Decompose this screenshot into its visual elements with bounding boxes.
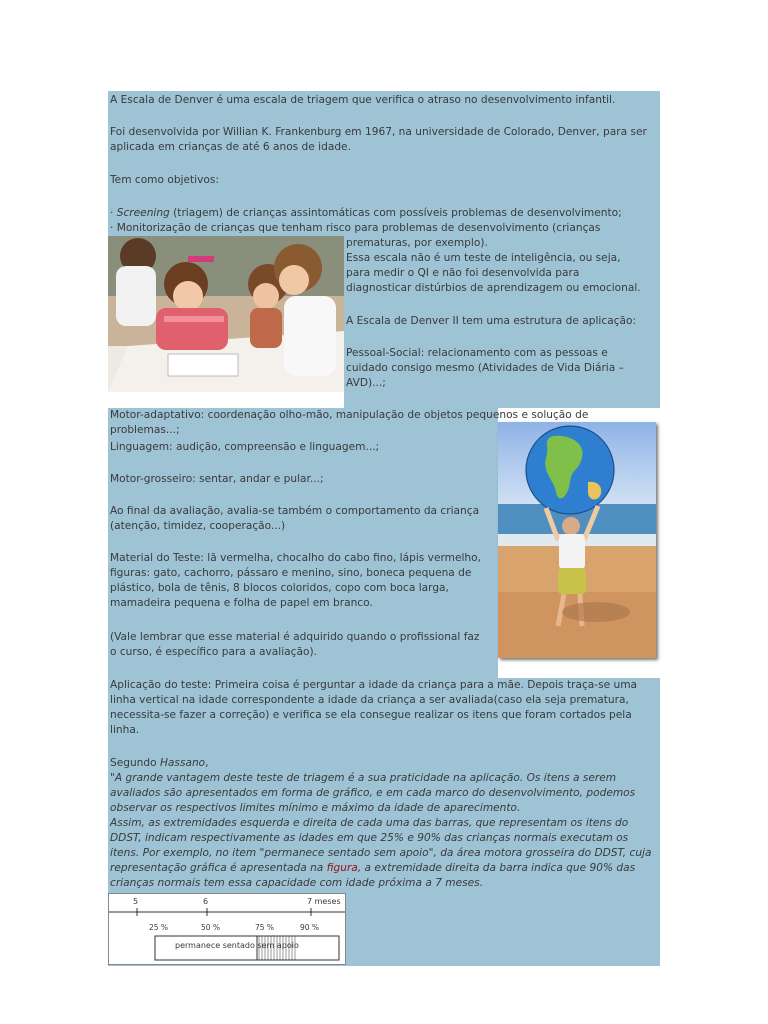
linguagem-area: Linguagem: audição, compreensão e linguagem...;	[110, 441, 380, 453]
motor-adaptativo-area-cont: problemas...;	[110, 424, 180, 436]
tick-label-5: 5	[133, 897, 139, 906]
material-note: (Vale lembrar que esse material é adquirido quando o profissional faz o curso, é específico para a avaliação).	[110, 631, 480, 658]
percentile-90-label: 90 %	[300, 923, 320, 932]
objective-monitoring-cont: prematuras, por exemplo).	[346, 237, 488, 249]
objective-screening: · Screening (triagem) de crianças assintomáticas com possíveis problemas de desenvolvimento;	[110, 207, 622, 219]
quote-paragraph-1: "A grande vantagem deste teste de triagem é a sua praticidade na aplicação. Os itens a serem avaliados são apresentados em forma de gráfico, e em cada marco do desenvolvimento, podemos observar os respectivos limites mínimo e máximo da idade de aparecimento.	[110, 772, 636, 814]
percentile-25-label: 25 %	[149, 923, 169, 932]
tick-label-6: 6	[203, 897, 209, 906]
ddst-bar-figure	[108, 893, 346, 965]
percentile-50-label: 50 %	[201, 923, 221, 932]
quote-paragraph-2: Assim, as extremidades esquerda e direita de cada uma das barras, que representam os itens do DDST, indicam respectivamente as idades em que 25% e 90% das crianças normais executam os itens. Por exemplo, no item "permanece sentado sem apoio", da área motora grosseira do DDST, cuja representação gráfica é apresentada na figura, a extremidade direita da barra indica que 90% das crianças normais tem essa capacidade com idade próxima a 7 meses.	[110, 817, 652, 889]
intro-paragraph: A Escala de Denver é uma escala de triagem que verifica o atraso no desenvolvimento infantil.	[110, 94, 616, 106]
objectives-heading: Tem como objetivos:	[110, 174, 219, 186]
denver-ii-structure: A Escala de Denver II tem uma estrutura de aplicação:	[346, 315, 637, 327]
figure-link[interactable]: figura	[326, 862, 358, 874]
motor-grosseiro-area: Motor-grosseiro: sentar, andar e pular...;	[110, 473, 324, 485]
quote-attribution: Segundo Hassano,	[110, 757, 209, 769]
not-iq-test-paragraph: Essa escala não é um teste de inteligência, ou seja, para medir o QI e não foi desenvolvida para diagnosticar distúrbios de aprendizagem ou emocional.	[346, 252, 641, 294]
behavior-evaluation: Ao final da avaliação, avalia-se também o comportamento da criança (atenção, timidez, cooperação...)	[110, 505, 480, 532]
tick-label-7: 7 meses	[307, 897, 341, 906]
children-studying-photo	[108, 236, 344, 392]
pessoal-social-area: Pessoal-Social: relacionamento com as pessoas e cuidado consigo mesmo (Atividades de Vida Diária – AVD)...;	[346, 347, 624, 389]
motor-adaptativo-area: Motor-adaptativo: coordenação olho-mão, manipulação de objetos pequenos e solução de	[110, 409, 589, 421]
test-material: Material do Teste: lã vermelha, chocalho do cabo fino, lápis vermelho, figuras: gato, cachorro, pássaro e menino, sino, boneca pequena de plástico, bola de tênis, 8 blocos coloridos, copo com boca larga, mamadeira pequena e folha de papel em branco.	[110, 552, 481, 609]
history-paragraph: Foi desenvolvida por Willian K. Frankenburg em 1967, na universidade de Colorado, Denver, para ser aplicada em crianças de até 6 anos de idade.	[110, 126, 647, 153]
test-application: Aplicação do teste: Primeira coisa é perguntar a idade da criança para a mãe. Depois traça-se uma linha vertical na idade correspondente a idade da criança a ser avaliada(caso ela seja prematura, necessita-se fazer a correção) e verifica se ela consegue realizar os itens que foram cortados pela linha.	[110, 679, 638, 736]
child-with-globe-photo	[498, 422, 656, 658]
bar-item-label: permanece sentado sem apoio	[175, 941, 299, 950]
percentile-75-label: 75 %	[255, 923, 275, 932]
objective-monitoring: · Monitorização de crianças que tenham risco para problemas de desenvolvimento (crianças	[110, 222, 601, 234]
